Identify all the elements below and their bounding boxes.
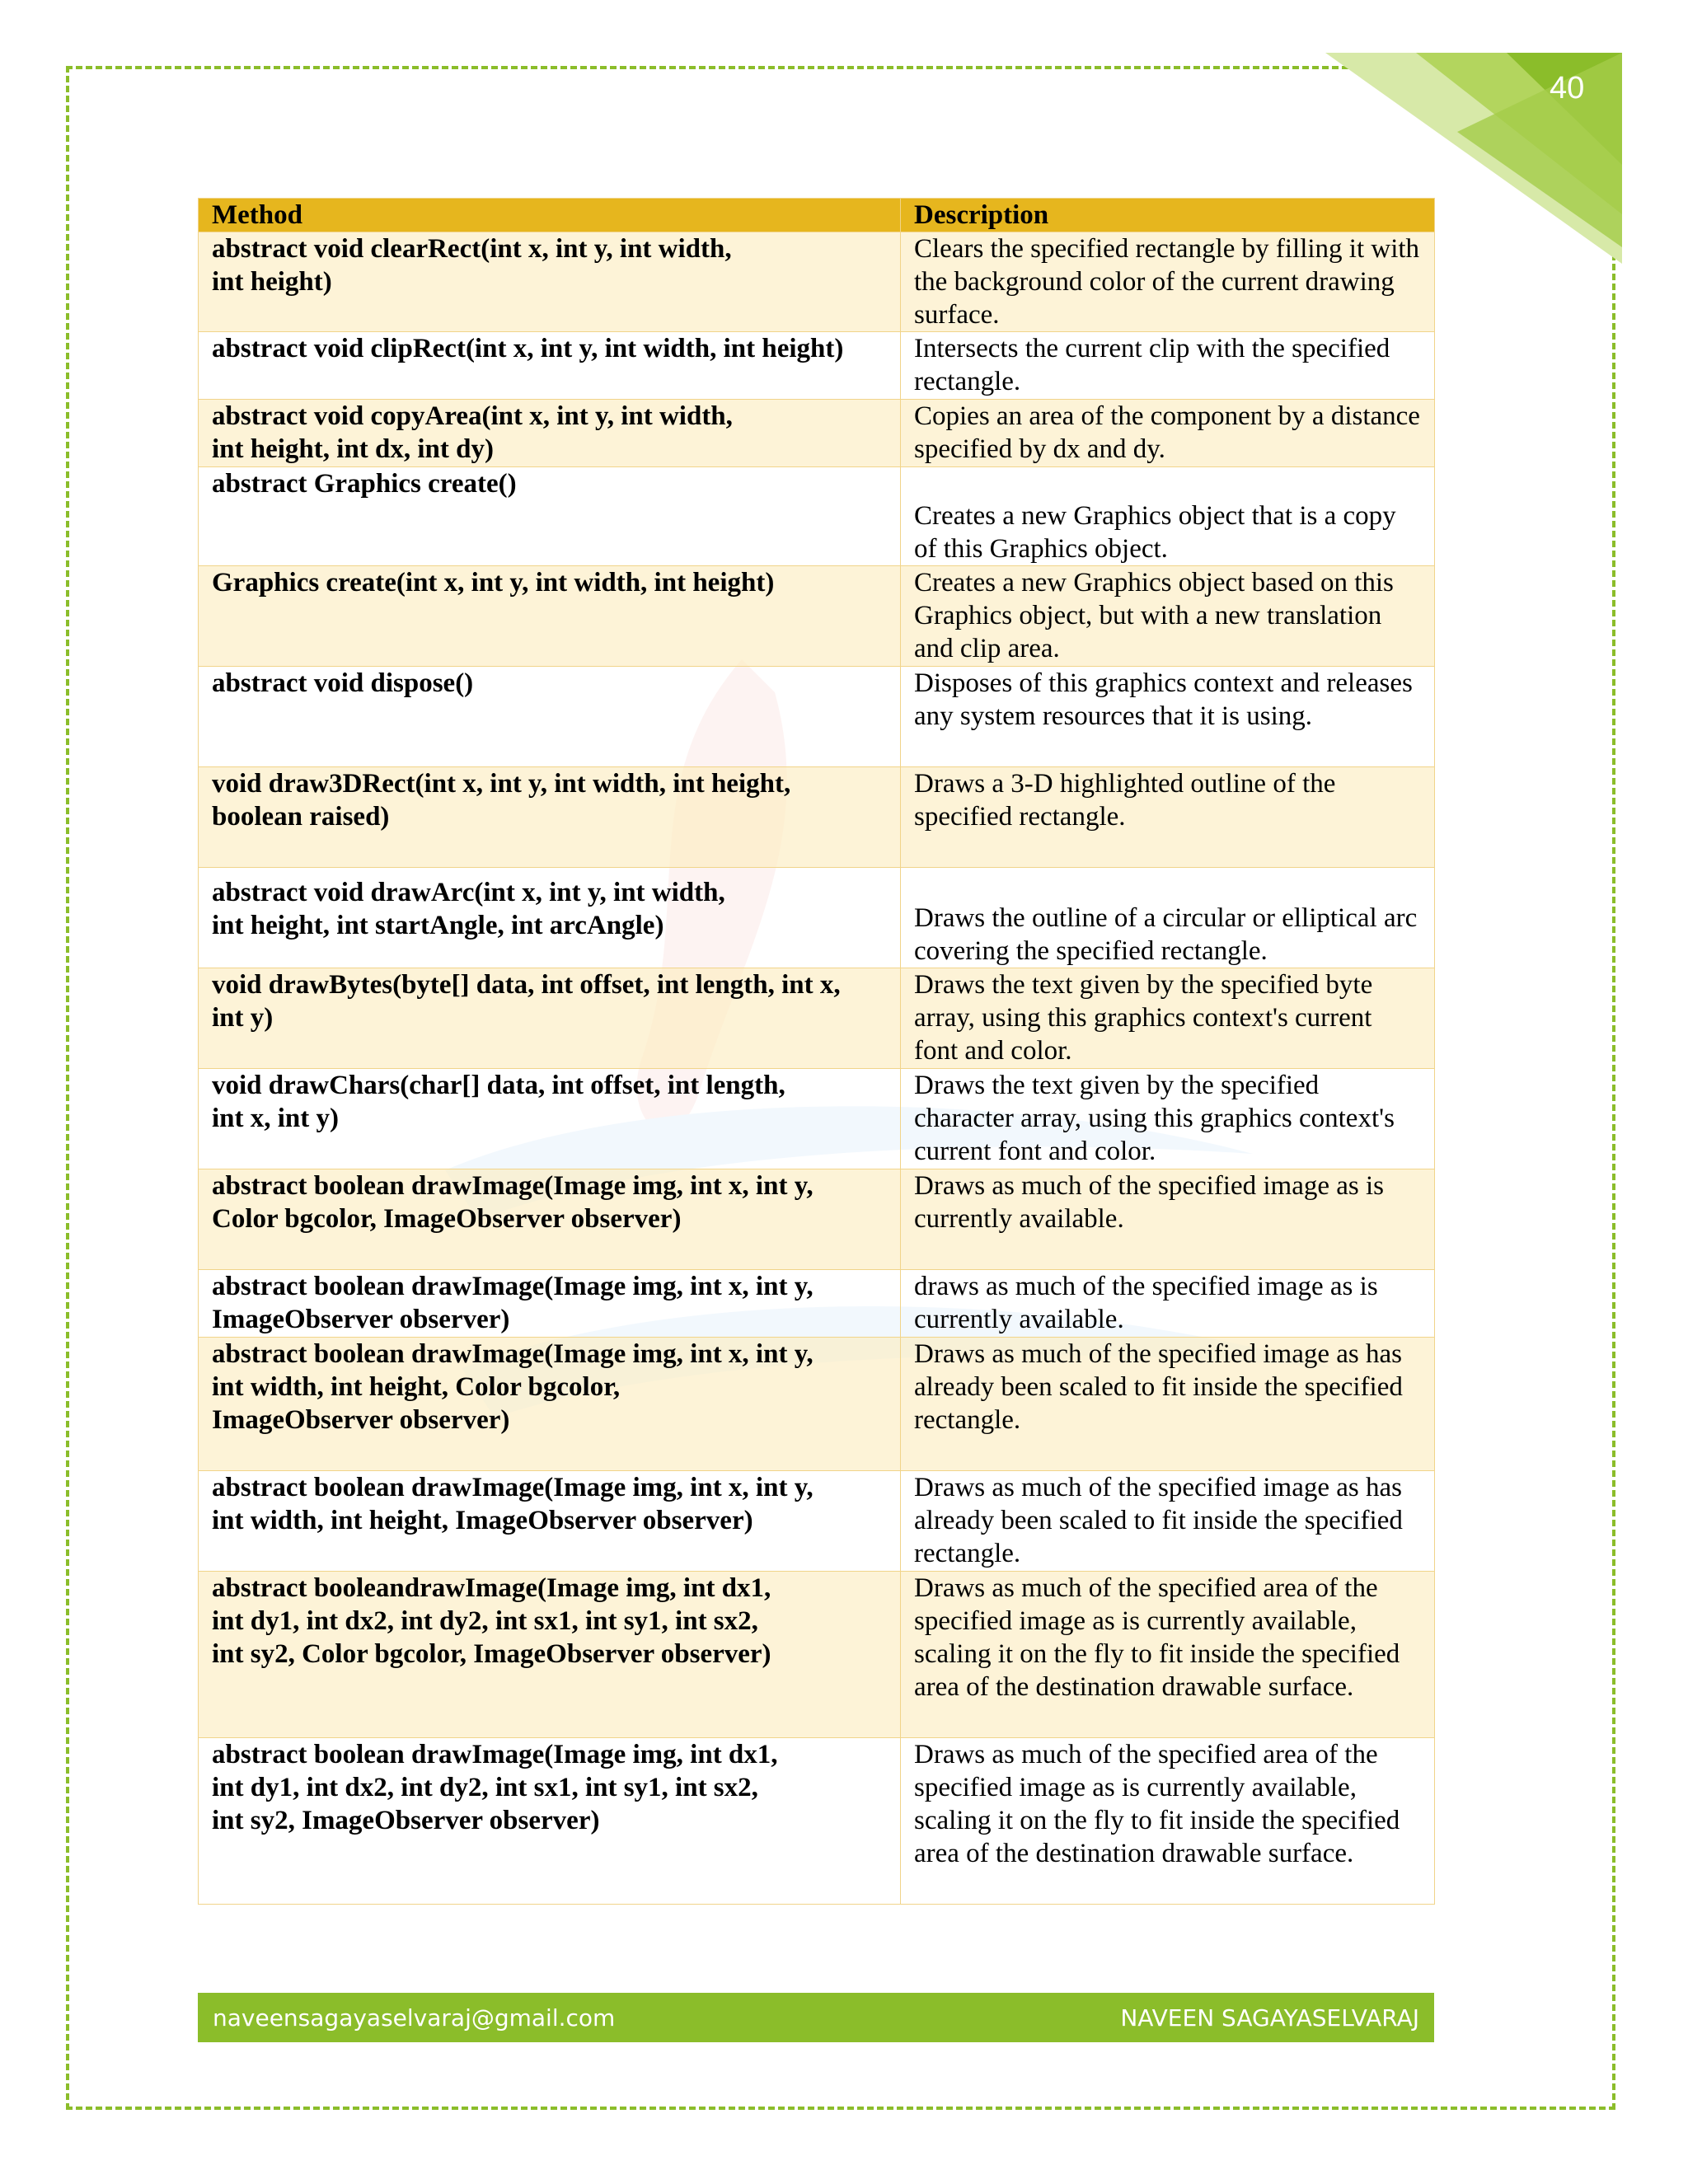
method-cell: abstract void dispose() (199, 667, 901, 767)
table-row (199, 1338, 1435, 1471)
method-cell: abstract booleandrawImage(Image img, int dx1, int dy1, int dx2, int dy2, int sx1, int sy1, int sx2, int sy2, Color bgcolor, ImageObserver observer) (199, 1572, 901, 1738)
methods-table (198, 198, 1435, 1905)
description-cell: Disposes of this graphics context and releases any system resources that it is using. (901, 667, 1435, 767)
method-cell: abstract void copyArea(int x, int y, int width, int height, int dx, int dy) (199, 400, 901, 467)
description-cell: Draws as much of the specified image as has already been scaled to fit inside the specified rectangle. (901, 1471, 1435, 1572)
description-cell: draws as much of the specified image as is currently available. (901, 1270, 1435, 1338)
method-cell: void drawChars(char[] data, int offset, int length, int x, int y) (199, 1069, 901, 1169)
table-row (199, 566, 1435, 667)
description-cell: Creates a new Graphics object based on this Graphics object, but with a new translation and clip area. (901, 566, 1435, 667)
page-number: 40 (1550, 71, 1585, 105)
table-row (199, 1169, 1435, 1270)
method-cell: void draw3DRect(int x, int y, int width, int height, boolean raised) (199, 767, 901, 868)
method-cell: abstract void clipRect(int x, int y, int width, int height) (199, 332, 901, 400)
table-row (199, 467, 1435, 566)
method-column-header: Method (199, 199, 901, 232)
table-row (199, 232, 1435, 332)
method-cell: abstract boolean drawImage(Image img, int x, int y, int width, int height, ImageObserver observer) (199, 1471, 901, 1572)
method-cell: abstract Graphics create() (199, 467, 901, 566)
footer-email: naveensagayaselvaraj@gmail.com (213, 2004, 616, 2032)
description-cell: Copies an area of the component by a distance specified by dx and dy. (901, 400, 1435, 467)
method-cell: abstract boolean drawImage(Image img, int x, int y, ImageObserver observer) (199, 1270, 901, 1338)
table-row (199, 1069, 1435, 1169)
footer-bar (198, 1993, 1434, 2042)
description-cell: Creates a new Graphics object that is a copy of this Graphics object. (901, 467, 1435, 566)
table-row (199, 1738, 1435, 1905)
table-row (199, 767, 1435, 868)
description-cell: Draws the text given by the specified character array, using this graphics context's current font and color. (901, 1069, 1435, 1169)
table-row (199, 868, 1435, 968)
method-cell: abstract boolean drawImage(Image img, int x, int y, int width, int height, Color bgcolor, ImageObserver observer) (199, 1338, 901, 1471)
table-row (199, 1270, 1435, 1338)
table-row (199, 332, 1435, 400)
table-row (199, 400, 1435, 467)
method-cell: abstract boolean drawImage(Image img, int dx1, int dy1, int dx2, int dy2, int sx1, int sy1, int sx2, int sy2, ImageObserver observer) (199, 1738, 901, 1905)
table-row (199, 1572, 1435, 1738)
description-cell: Draws as much of the specified area of the specified image as is currently available, scaling it on the fly to fit inside the specified area of the destination drawable surface. (901, 1572, 1435, 1738)
table-header-row (199, 199, 1435, 232)
description-cell: Draws as much of the specified image as has already been scaled to fit inside the specified rectangle. (901, 1338, 1435, 1471)
description-cell: Draws as much of the specified area of the specified image as is currently available, scaling it on the fly to fit inside the specified area of the destination drawable surface. (901, 1738, 1435, 1905)
table-row (199, 667, 1435, 767)
description-cell: Draws a 3-D highlighted outline of the specified rectangle. (901, 767, 1435, 868)
footer-author: NAVEEN SAGAYASELVARAJ (1120, 2004, 1419, 2032)
method-cell: abstract void clearRect(int x, int y, int width, int height) (199, 232, 901, 332)
description-cell: Draws the text given by the specified byte array, using this graphics context's current font and color. (901, 968, 1435, 1069)
description-cell: Draws the outline of a circular or elliptical arc covering the specified rectangle. (901, 868, 1435, 968)
method-cell: abstract void drawArc(int x, int y, int width, int height, int startAngle, int arcAngle) (199, 868, 901, 968)
description-column-header: Description (901, 199, 1435, 232)
description-cell: Draws as much of the specified image as is currently available. (901, 1169, 1435, 1270)
method-cell: abstract boolean drawImage(Image img, int x, int y, Color bgcolor, ImageObserver observer) (199, 1169, 901, 1270)
description-cell: Clears the specified rectangle by filling it with the background color of the current drawing surface. (901, 232, 1435, 332)
table-row (199, 1471, 1435, 1572)
table-row (199, 968, 1435, 1069)
description-cell: Intersects the current clip with the specified rectangle. (901, 332, 1435, 400)
method-cell: Graphics create(int x, int y, int width, int height) (199, 566, 901, 667)
method-cell: void drawBytes(byte[] data, int offset, int length, int x, int y) (199, 968, 901, 1069)
